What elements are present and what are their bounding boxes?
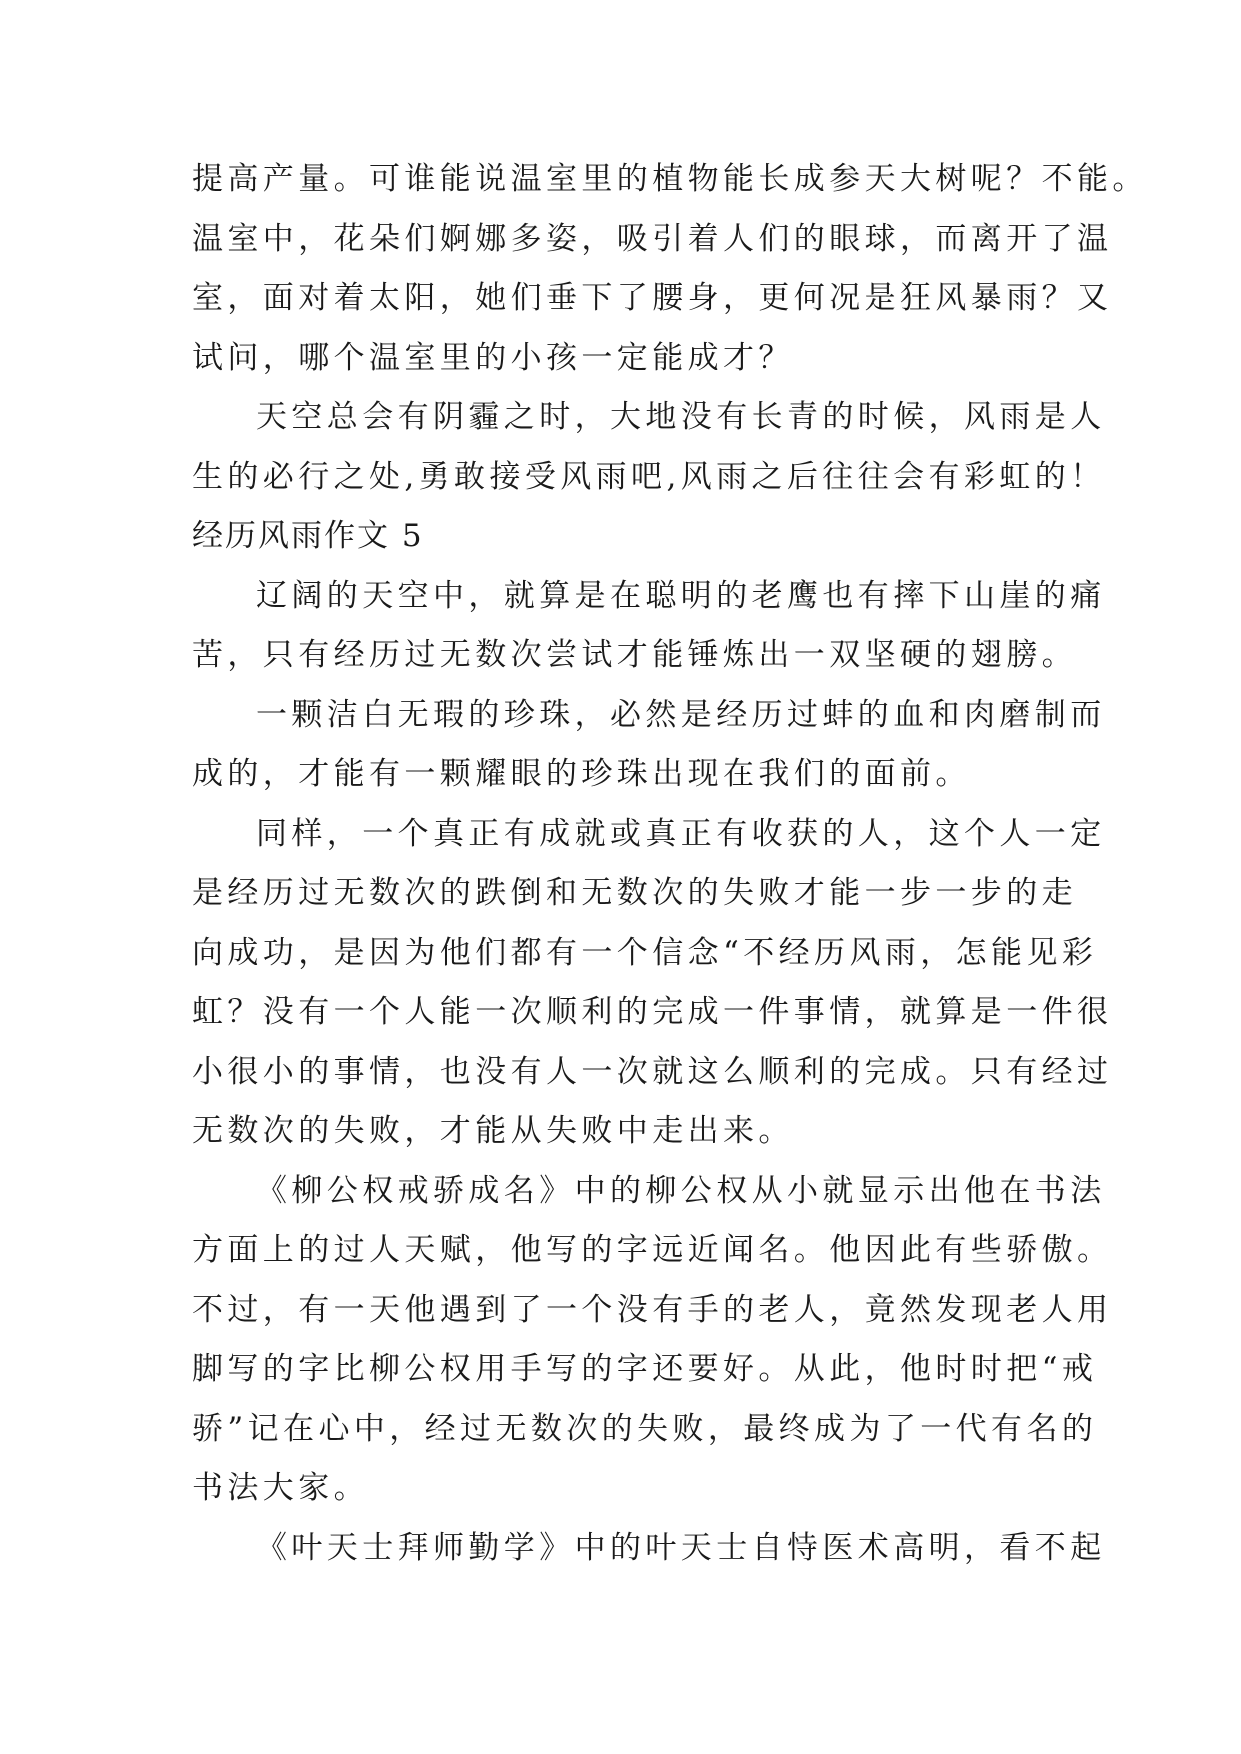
text-line: 虹？没有一个人能一次顺利的完成一件事情，就算是一件很 (192, 994, 1113, 1030)
text-line: 向成功，是因为他们都有一个信念“不经历风雨，怎能见彩 (192, 934, 1098, 971)
paragraph-first-line: 《柳公权戒骄成名》中的柳公权从小就显示出他在书法 (256, 1172, 1106, 1209)
text-line: 无数次的失败，才能从失败中走出来。 (192, 1113, 794, 1149)
text-line: 小很小的事情，也没有人一次就这么顺利的完成。只有经过 (192, 1053, 1113, 1090)
text-line: 是经历过无数次的跌倒和无数次的失败才能一步一步的走 (192, 875, 1077, 911)
paragraph-first-line: 辽阔的天空中，就算是在聪明的老鹰也有摔下山崖的痛 (256, 577, 1106, 614)
text-line: 室，面对着太阳，她们垂下了腰身，更何况是狂风暴雨？又 (192, 280, 1113, 316)
text-line: 不过，有一天他遇到了一个没有手的老人，竟然发现老人用 (192, 1291, 1113, 1328)
paragraph-first-line: 一颗洁白无瑕的珍珠，必然是经历过蚌的血和肉磨制而 (256, 696, 1106, 733)
text-line: 生的必行之处,勇敢接受风雨吧,风雨之后往往会有彩虹的！ (192, 458, 1106, 495)
text-line: 试问，哪个温室里的小孩一定能成才？ (192, 339, 794, 376)
section-heading: 经历风雨作文 5 (192, 518, 424, 554)
text-line: 温室中，花朵们婀娜多姿，吸引着人们的眼球，而离开了温 (192, 220, 1113, 257)
text-line: 方面上的过人天赋，他写的字远近闻名。他因此有些骄傲。 (192, 1232, 1113, 1268)
text-line: 脚写的字比柳公权用手写的字还要好。从此，他时时把“戒 (192, 1351, 1098, 1387)
paragraph-first-line: 天空总会有阴霾之时，大地没有长青的时候，风雨是人 (256, 399, 1106, 435)
paragraph-first-line: 《叶天士拜师勤学》中的叶天士自恃医术高明，看不起 (256, 1529, 1106, 1566)
text-line: 骄”记在心中，经过无数次的失败，最终成为了一代有名的 (192, 1410, 1098, 1447)
text-line: 苦，只有经历过无数次尝试才能锤炼出一双坚硬的翅膀。 (192, 637, 1077, 673)
text-line: 提高产量。可谁能说温室里的植物能长成参天大树呢？不能。 (192, 161, 1148, 197)
text-line: 书法大家。 (192, 1470, 369, 1506)
paragraph-first-line: 同样，一个真正有成就或真正有收获的人，这个人一定 (256, 815, 1106, 852)
text-line: 成的，才能有一颗耀眼的珍珠出现在我们的面前。 (192, 756, 971, 792)
document-body (192, 150, 1148, 1578)
